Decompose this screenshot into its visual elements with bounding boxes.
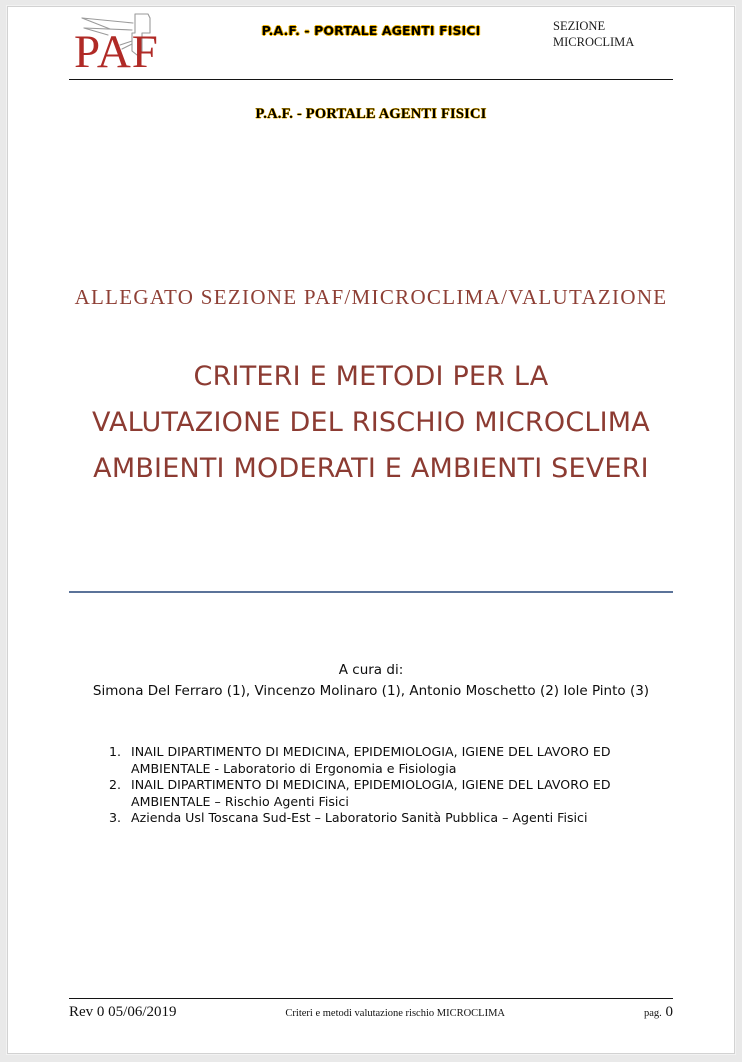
header-section-label bbox=[553, 19, 673, 50]
allegato-line: ALLEGATO SEZIONE PAF/MICROCLIMA/VALUTAZIONE bbox=[74, 285, 668, 309]
document-header bbox=[69, 7, 673, 79]
footer-page-number bbox=[644, 1004, 673, 1021]
footer-page-label: pag. bbox=[643, 1008, 662, 1019]
document-title-line-1: CRITERI E METODI PER LA bbox=[193, 361, 549, 392]
header-section-line1: SEZIONE bbox=[553, 19, 606, 33]
credits-block bbox=[69, 660, 673, 702]
footer-page-value: 0 bbox=[665, 1004, 673, 1020]
document-title-line-2: VALUTAZIONE DEL RISCHIO MICROCLIMA bbox=[92, 407, 650, 438]
document-title-line-3: AMBIENTI MODERATI E AMBIENTI SEVERI bbox=[93, 453, 649, 484]
paf-logo-text: PAF bbox=[74, 26, 159, 78]
document-page bbox=[7, 6, 735, 1054]
paf-logo bbox=[74, 11, 182, 79]
sub-header-title: P.A.F. - PORTALE AGENTI FISICI bbox=[255, 106, 487, 122]
document-title bbox=[69, 354, 673, 492]
list-item: 3. Azienda Usl Toscana Sud-Est – Laboratorio Sanità Pubblica – Agenti Fisici bbox=[125, 810, 673, 827]
header-section-line2: MICROCLIMA bbox=[553, 34, 635, 49]
affiliations-list bbox=[69, 744, 673, 827]
list-item: 2. INAIL DIPARTIMENTO DI MEDICINA, EPIDEMIOLOGIA, IGIENE DEL LAVORO ED AMBIENTALE – Rischio Agenti Fisici bbox=[125, 777, 673, 810]
footer-revision: Rev 0 05/06/2019 bbox=[69, 1004, 177, 1020]
blue-divider bbox=[69, 591, 673, 593]
footer-center-title: Criteri e metodi valutazione rischio MICROCLIMA bbox=[285, 1008, 506, 1019]
credits-label: A cura di: bbox=[338, 662, 404, 678]
list-item: 1. INAIL DIPARTIMENTO DI MEDICINA, EPIDEMIOLOGIA, IGIENE DEL LAVORO ED AMBIENTALE - Laboratorio di Ergonomia e Fisiologia bbox=[125, 744, 673, 777]
header-title: P.A.F. - PORTALE AGENTI FISICI bbox=[261, 23, 481, 38]
credits-authors: Simona Del Ferraro (1), Vincenzo Molinaro (1), Antonio Moschetto (2) Iole Pinto (3) bbox=[92, 683, 650, 699]
header-divider bbox=[69, 79, 673, 80]
document-footer bbox=[69, 998, 673, 1021]
